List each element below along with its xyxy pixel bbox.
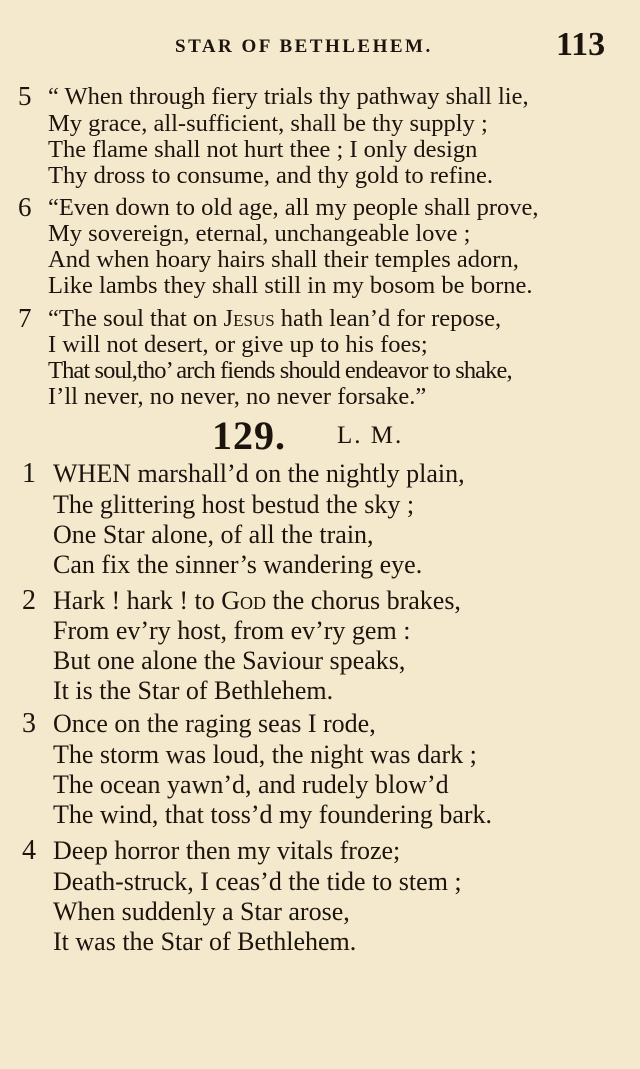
page-number: 113: [556, 26, 606, 63]
verse-line: From ev’ry host, from ev’ry gem :: [53, 616, 411, 645]
verse-line: Like lambs they shall still in my bosom be borne.: [48, 272, 533, 299]
verse-line: That soul,tho’ arch fiends should endeavor to shake,: [48, 357, 512, 384]
verse-line: The glittering host bestud the sky ;: [53, 490, 415, 519]
stanza-number: 2: [22, 585, 36, 616]
verse-line: “ When through fiery trials thy pathway shall lie,: [48, 83, 529, 110]
hymn-meter: L. M.: [337, 422, 404, 449]
verse-line: Thy dross to consume, and thy gold to refine.: [48, 162, 494, 189]
verse-text: the chorus brakes,: [266, 586, 461, 615]
running-title: STAR OF BETHLEHEM.: [175, 36, 433, 57]
verse-line: It is the Star of Bethlehem.: [53, 676, 334, 705]
verse-line: [53, 585, 461, 616]
verse-text: hath lean’d for repose,: [274, 305, 502, 332]
verse-line: The storm was loud, the night was dark ;: [53, 740, 477, 769]
verse-line: I will not desert, or give up to his foes;: [48, 331, 428, 358]
verse-line: Can fix the sinner’s wandering eye.: [53, 550, 423, 579]
verse-line: The flame shall not hurt thee ; I only design: [48, 136, 478, 163]
verse-line: The wind, that toss’d my foundering bark.: [53, 800, 493, 829]
stanza-number: 7: [18, 303, 32, 333]
verse-line: Deep horror then my vitals froze;: [53, 836, 401, 865]
verse-line: My sovereign, eternal, unchangeable love ;: [48, 220, 471, 247]
stanza-number: 6: [18, 192, 32, 222]
verse-line: But one alone the Saviour speaks,: [53, 646, 406, 675]
verse-line: When suddenly a Star arose,: [53, 897, 350, 926]
stanza-number: 1: [22, 458, 36, 489]
stanza-number: 4: [22, 835, 36, 866]
verse-line: My grace, all-sufficient, shall be thy supply ;: [48, 110, 488, 137]
divine-name: God: [221, 586, 266, 615]
verse-line: “Even down to old age, all my people shall prove,: [48, 194, 539, 221]
verse-line: WHEN marshall’d on the nightly plain,: [53, 459, 465, 488]
verse-line: One Star alone, of all the train,: [53, 520, 374, 549]
verse-line: [48, 304, 501, 333]
verse-line: I’ll never, no never, no never forsake.”: [48, 383, 427, 410]
verse-line: Death-struck, I ceas’d the tide to stem ;: [53, 867, 462, 896]
verse-line: And when hoary hairs shall their temples adorn,: [48, 246, 519, 273]
verse-text: Hark ! hark ! to: [53, 586, 222, 615]
verse-line: The ocean yawn’d, and rudely blow’d: [53, 770, 449, 799]
running-head: [0, 22, 640, 70]
verse-line: It was the Star of Bethlehem.: [53, 927, 357, 956]
verse-text: “The soul that on: [48, 305, 224, 332]
hymn-number: 129.: [212, 413, 286, 458]
divine-name: Jesus: [223, 305, 275, 332]
hymn-heading: [0, 412, 640, 458]
stanza-number: 3: [22, 708, 36, 739]
verse-line: Once on the raging seas I rode,: [53, 709, 376, 738]
stanza-number: 5: [18, 81, 32, 111]
